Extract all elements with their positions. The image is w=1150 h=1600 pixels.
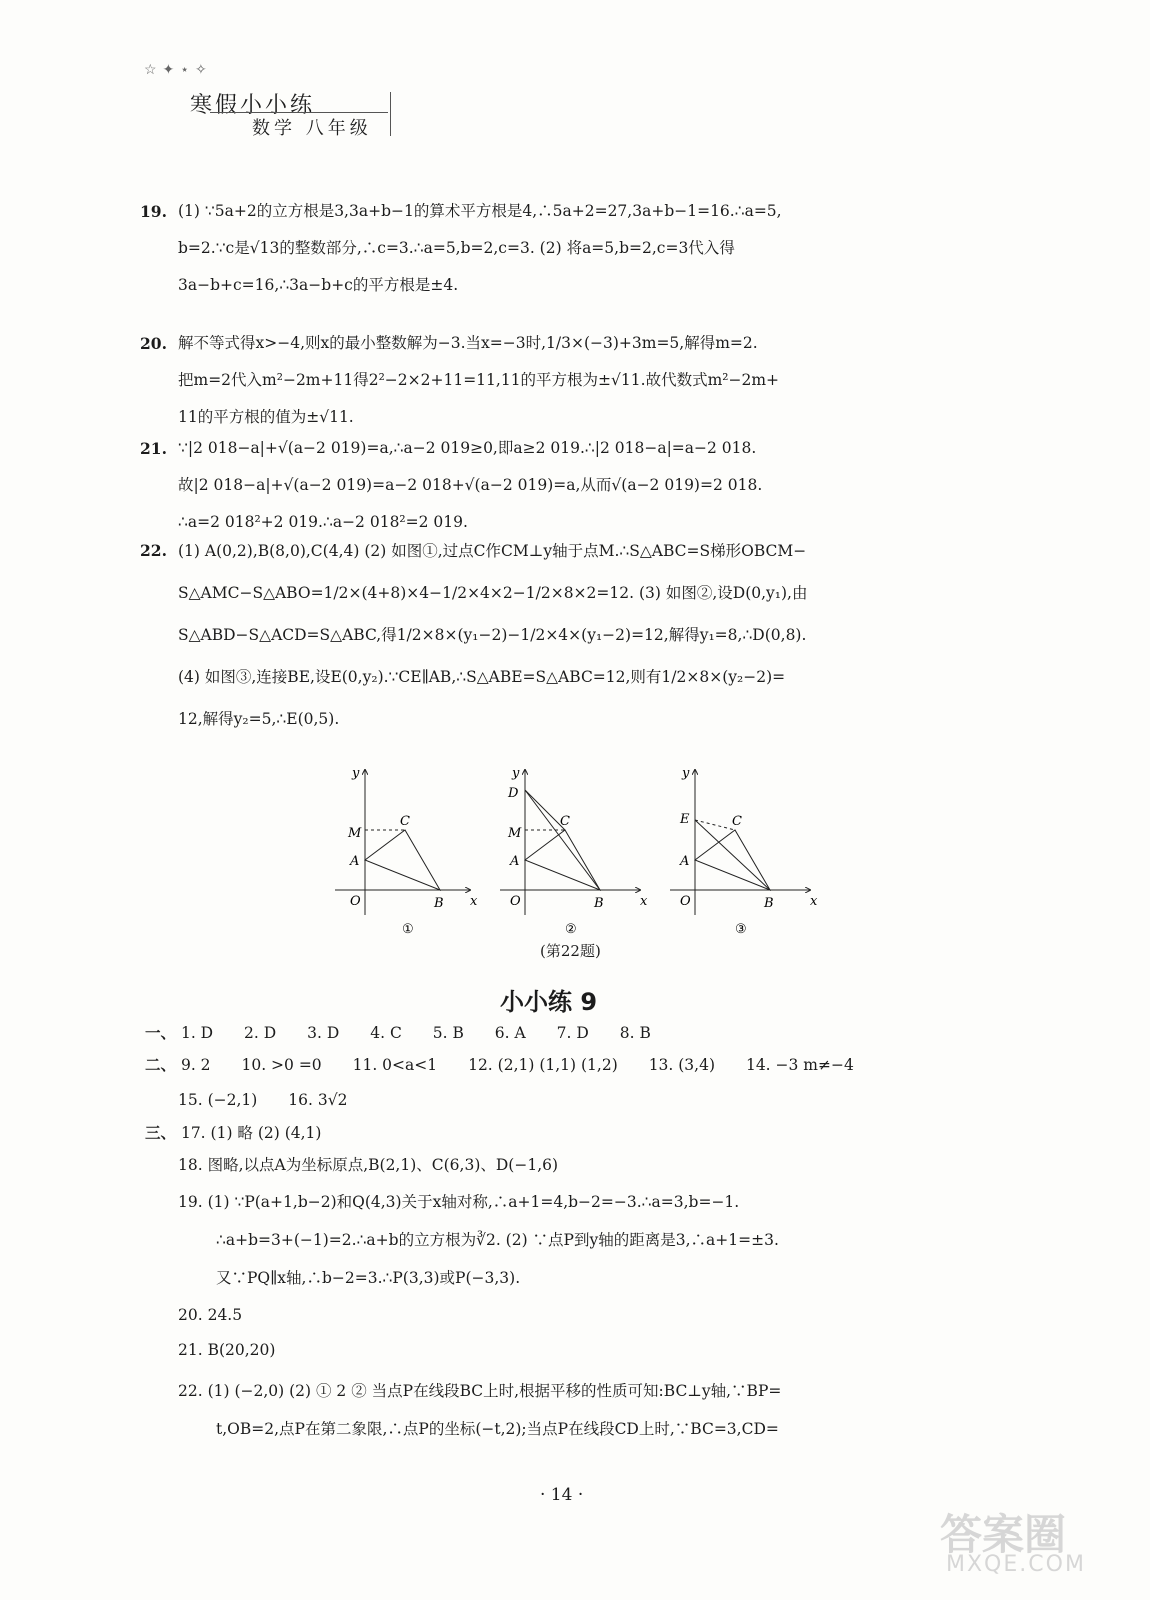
page-number: · 14 · — [540, 1485, 584, 1505]
answer-line: S△ABD−S△ACD=S△ABC,得1/2×8×(y₁−2)−1/2×4×(y₁−2)=12,解得y₁=8,∴D(0,8). — [178, 626, 807, 644]
answer-line: ∴a+b=3+(−1)=2.∴a+b的立方根为∛2. (2) ∵点P到y轴的距离是3,∴a+1=±3. — [216, 1231, 779, 1249]
answer-item: 8. B — [619, 1024, 651, 1042]
label-B: B — [434, 896, 444, 911]
figure-label-3: ③ — [735, 922, 747, 937]
answer-item: 1. D — [180, 1024, 214, 1042]
part-label: 三、 — [145, 1123, 177, 1142]
answer-line: 19. (1) ∵P(a+1,b−2)和Q(4,3)关于x轴对称,∴a+1=4,b−2=−3.∴a=3,b=−1. — [178, 1193, 740, 1211]
answer-20 — [178, 325, 978, 436]
answer-line: 又∵PQ∥x轴,∴b−2=3.∴P(3,3)或P(−3,3). — [216, 1269, 521, 1287]
label-E: E — [680, 812, 690, 827]
answer-19 — [178, 193, 978, 304]
label-x: x — [470, 894, 478, 909]
label-x: x — [640, 894, 648, 909]
label-y: y — [352, 766, 360, 781]
answer-item: 11. 0<a<1 — [352, 1056, 438, 1074]
answer-item: 5. B — [432, 1024, 464, 1042]
answer-line: (4) 如图③,连接BE,设E(0,y₂).∵CE∥AB,∴S△ABE=S△ABC=12,则有1/2×8×(y₂−2)= — [178, 668, 786, 686]
label-O: O — [350, 894, 361, 909]
answer-line: 解不等式得x>−4,则x的最小整数解为−3.当x=−3时,1/3×(−3)+3m=5,解得m=2. — [178, 334, 758, 352]
label-B: B — [594, 896, 604, 911]
book-subtitle: 数学 八年级 — [252, 118, 372, 139]
q22-figures — [330, 765, 850, 965]
answer-item: 2. D — [244, 1024, 277, 1042]
label-y: y — [682, 766, 690, 781]
part3-q20 — [178, 1300, 242, 1330]
label-O: O — [680, 894, 691, 909]
part3-q22 — [178, 1372, 781, 1448]
answer-21 — [178, 430, 978, 541]
label-D: D — [508, 786, 519, 801]
label-C: C — [732, 814, 742, 829]
answer-item: 10. >0 =0 — [241, 1056, 322, 1074]
part-label: 一、 — [145, 1023, 177, 1042]
stars-decoration: ☆✦⋆✧ — [144, 62, 213, 78]
label-C: C — [560, 814, 570, 829]
answer-line: S△AMC−S△ABO=1/2×(4+8)×4−1/2×4×2−1/2×8×2=12. (3) 如图②,设D(0,y₁),由 — [178, 584, 808, 602]
figure-2 — [500, 766, 648, 937]
label-B: B — [764, 896, 774, 911]
answer-item: 13. (3,4) — [648, 1056, 716, 1074]
answer-item: 21. B(20,20) — [178, 1341, 276, 1359]
answer-number: 19. — [140, 202, 167, 221]
answer-line: ∴a=2 018²+2 019.∴a−2 018²=2 019. — [178, 513, 468, 531]
figure-1 — [335, 766, 478, 937]
answer-line: 22. (1) (−2,0) (2) ① 2 ② 当点P在线段BC上时,根据平移的性质可知:BC⊥y轴,∵BP= — [178, 1382, 782, 1400]
label-A: A — [510, 854, 520, 869]
section-title: 小小练 9 — [500, 988, 598, 1016]
label-A: A — [680, 854, 690, 869]
answer-line: 12,解得y₂=5,∴E(0,5). — [178, 710, 340, 728]
watermark-url: MXQE.COM — [946, 1552, 1086, 1577]
answer-line: 3a−b+c=16,∴3a−b+c的平方根是±4. — [178, 276, 459, 294]
part3-q21 — [178, 1335, 275, 1365]
book-title: 寒假小小练 — [190, 93, 316, 118]
answer-number: 21. — [140, 439, 167, 458]
answer-line: t,OB=2,点P在第二象限,∴点P的坐标(−t,2);当点P在线段CD上时,∵BC=3,CD= — [216, 1420, 779, 1438]
answer-item: 7. D — [556, 1024, 589, 1042]
answer-line: b=2.∵c是√13的整数部分,∴c=3.∴a=5,b=2,c=3. (2) 将a=5,b=2,c=3代入得 — [178, 239, 735, 257]
part2-row2 — [178, 1085, 373, 1115]
answer-item: 20. 24.5 — [178, 1306, 243, 1324]
answer-line: 把m=2代入m²−2m+11得2²−2×2+11=11,11的平方根为±√11.故代数式m²−2m+ — [178, 371, 780, 389]
answer-item: 12. (2,1) (1,1) (1,2) — [468, 1056, 618, 1074]
answer-item: 16. 3√2 — [288, 1091, 348, 1109]
answer-line: 11的平方根的值为±√11. — [178, 408, 354, 426]
figure-label-2: ② — [565, 922, 577, 937]
label-A: A — [350, 854, 360, 869]
part2-row — [145, 1050, 880, 1080]
answer-item: 14. −3 m≠−4 — [745, 1056, 854, 1074]
part3-q18 — [178, 1150, 558, 1180]
label-M: M — [348, 826, 362, 841]
label-O: O — [510, 894, 521, 909]
watermark — [940, 1502, 1100, 1582]
watermark-text: 答案圈 — [940, 1510, 1067, 1559]
figure-label-1: ① — [402, 922, 414, 937]
part-label: 二、 — [145, 1055, 177, 1074]
answer-item: 3. D — [307, 1024, 340, 1042]
answer-item: 9. 2 — [180, 1056, 211, 1074]
part1-row — [145, 1018, 677, 1048]
answer-line: (1) ∵5a+2的立方根是3,3a+b−1的算术平方根是4,∴5a+2=27,3a+b−1=16.∴a=5, — [178, 202, 782, 220]
label-M: M — [508, 826, 522, 841]
header-vertical-bar — [390, 92, 391, 136]
part3-q19 — [178, 1183, 779, 1297]
answer-item: 4. C — [370, 1024, 402, 1042]
book-header — [140, 62, 400, 139]
answer-line: ∵|2 018−a|+√(a−2 019)=a,∴a−2 019≥0,即a≥2 019.∴|2 018−a|=a−2 018. — [178, 439, 757, 457]
answer-line: (1) A(0,2),B(8,0),C(4,4) (2) 如图①,过点C作CM⊥y轴于点M.∴S△ABC=S梯形OBCM− — [178, 542, 807, 560]
header-divider — [210, 112, 388, 113]
answer-number: 20. — [140, 334, 167, 353]
label-C: C — [400, 814, 410, 829]
figure-3 — [670, 766, 818, 937]
answer-number: 22. — [140, 541, 167, 560]
figure-caption: (第22题) — [540, 942, 601, 960]
answer-item: 15. (−2,1) — [178, 1091, 258, 1109]
label-y: y — [512, 766, 520, 781]
answer-22 — [178, 530, 978, 740]
label-x: x — [810, 894, 818, 909]
answer-item: 18. 图略,以点A为坐标原点,B(2,1)、C(6,3)、D(−1,6) — [178, 1156, 559, 1174]
part3-q17 — [145, 1118, 321, 1148]
answer-item: 6. A — [494, 1024, 526, 1042]
answer-item: 17. (1) 略 (2) (4,1) — [180, 1124, 322, 1142]
answer-line: 故|2 018−a|+√(a−2 019)=a−2 018+√(a−2 019)=a,从而√(a−2 019)=2 018. — [178, 476, 763, 494]
